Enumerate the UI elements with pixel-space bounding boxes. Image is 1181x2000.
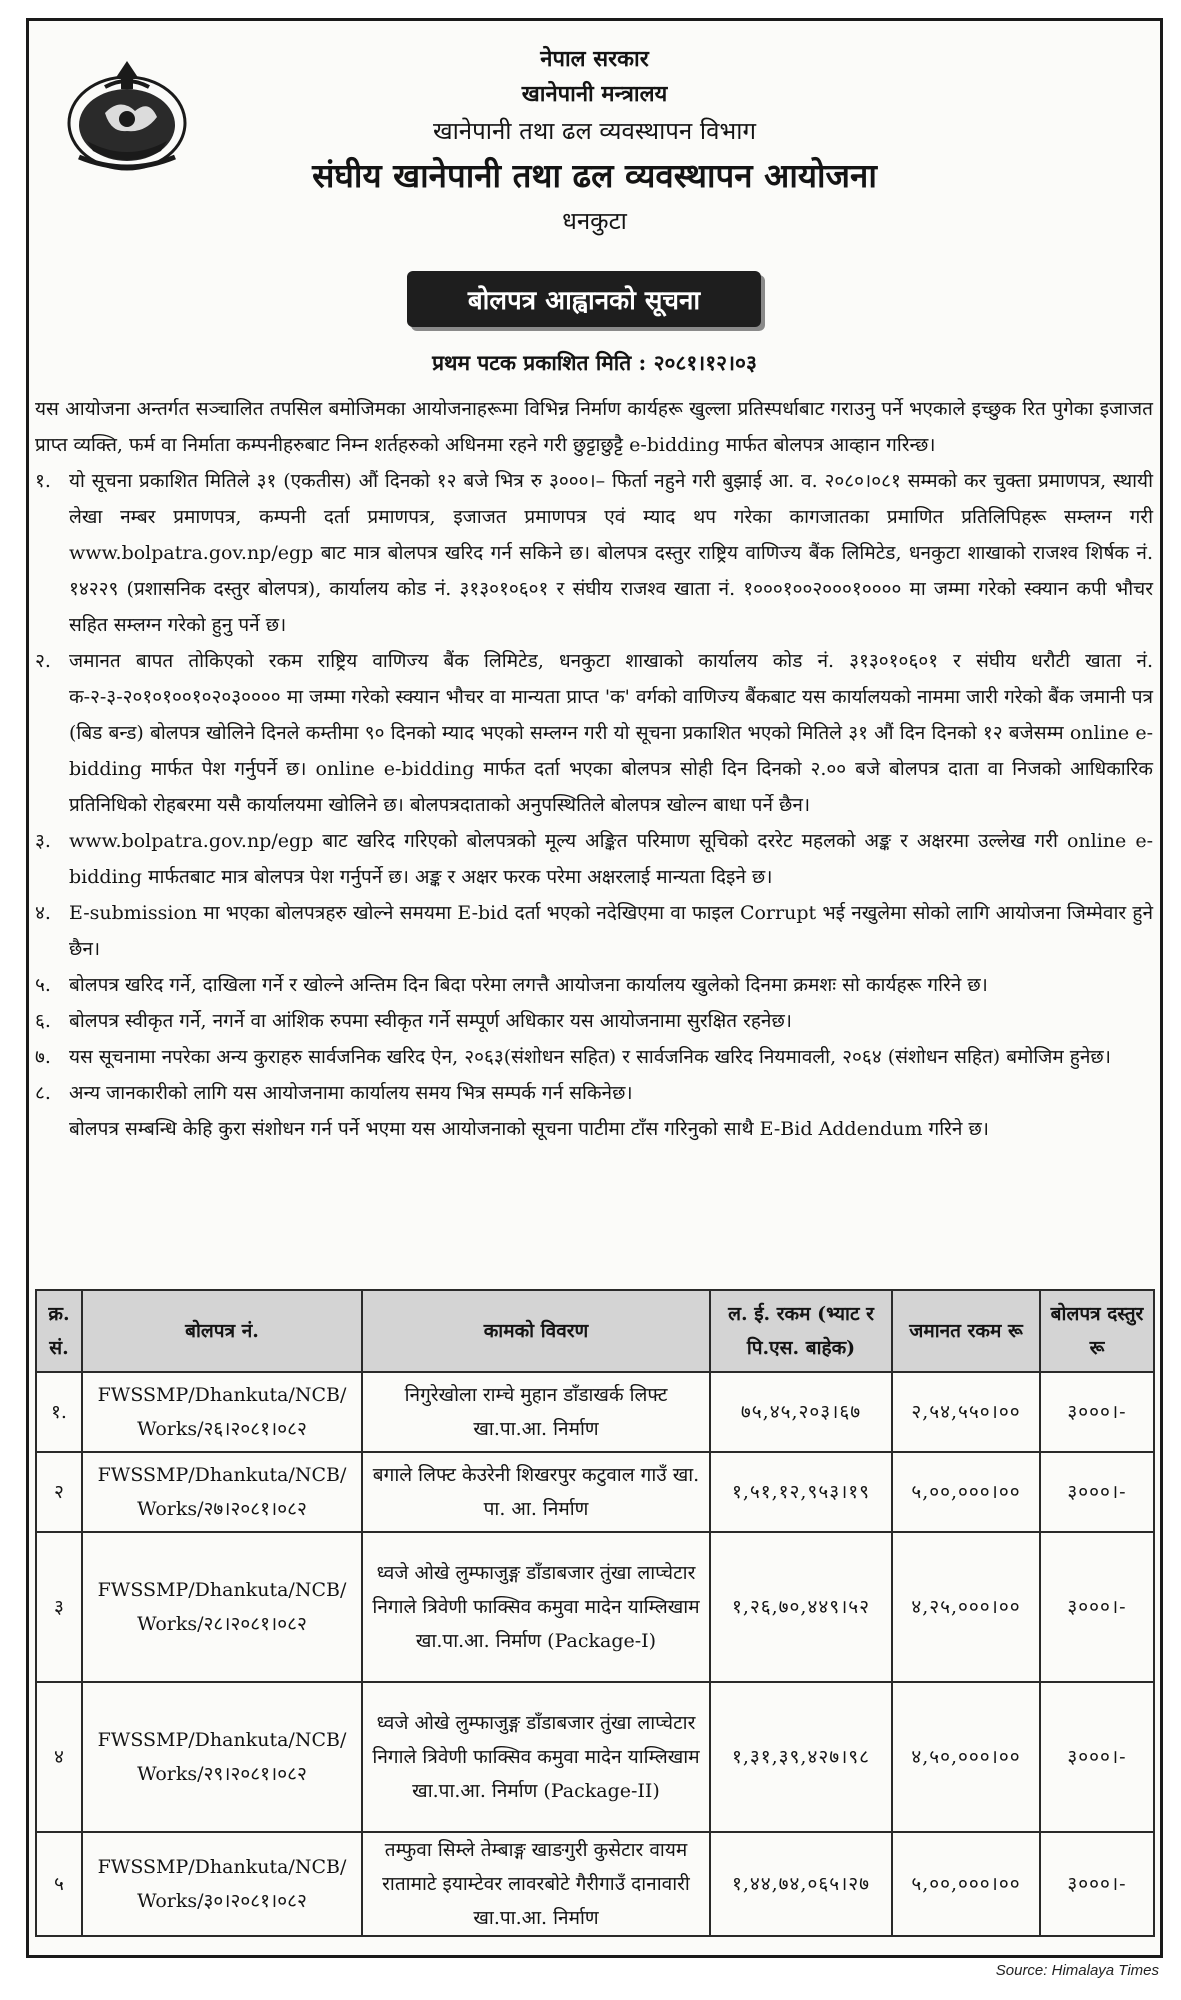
cell-estimate: ७५,४५,२०३।६७	[710, 1372, 892, 1452]
cell-estimate: १,५१,१२,९५३।१९	[710, 1452, 892, 1532]
header-serial: क्र. सं.	[36, 1290, 82, 1372]
cell-estimate: १,४४,७४,०६५।२७	[710, 1832, 892, 1936]
cell-fee: ३०००।-	[1040, 1372, 1154, 1452]
cell-security: ५,००,०००।००	[892, 1832, 1040, 1936]
header-ministry: खानेपानी मन्त्रालय	[521, 81, 668, 107]
cell-fee: ३०००।-	[1040, 1832, 1154, 1936]
list-item	[35, 895, 1153, 967]
header-government: नेपाल सरकार	[540, 46, 649, 72]
table-row	[36, 1832, 1154, 1936]
item-number: ८.	[35, 1082, 51, 1104]
cell-serial: ५	[36, 1832, 82, 1936]
notice-body	[35, 391, 1153, 1147]
tender-notice	[26, 18, 1163, 1958]
table-row	[36, 1532, 1154, 1682]
table-row	[36, 1452, 1154, 1532]
list-item	[35, 967, 1153, 1003]
header-fee: बोलपत्र दस्तुर रू	[1040, 1290, 1154, 1372]
header-estimate: ल. ई. रकम (भ्याट र पि.एस. बाहेक)	[710, 1290, 892, 1372]
item-number: ४.	[35, 902, 51, 924]
cell-description: बगाले लिफ्ट केउरेनी शिखरपुर कटुवाल गाउँ खा. पा. आ. निर्माण	[362, 1452, 710, 1532]
cell-serial: १.	[36, 1372, 82, 1452]
list-item	[35, 1039, 1153, 1075]
cell-description: ध्वजे ओखे लुम्फाजुङ्ग डाँडाबजार तुंखा लाप्चेटार निगाले त्रिवेणी फाक्सिव कमुवा मादेन याम्लिखाम खा.पा.आ. निर्माण (Package-I)	[362, 1532, 710, 1682]
item-text: यस सूचनामा नपरेका अन्य कुराहरु सार्वजनिक खरिद ऐन, २०६३(संशोधन सहित) र सार्वजनिक खरिद नियमावली, २०६४ (संशोधन सहित) बमोजिम हुनेछ।	[69, 1046, 1111, 1068]
item-number: ३.	[35, 830, 51, 852]
cell-description: तम्फुवा सिम्ले तेम्बाङ्ग खाङगुरी कुसेटार वायम रातामाटे इयाम्टेवर लावरबोटे गैरीगाउँ दानावारी खा.पा.आ. निर्माण	[362, 1832, 710, 1936]
cell-security: ५,००,०००।००	[892, 1452, 1040, 1532]
item-text: बोलपत्र स्वीकृत गर्ने, नगर्ने वा आंशिक रुपमा स्वीकृत गर्ने सम्पूर्ण अधिकार यस आयोजनामा सुरक्षित रहनेछ।	[69, 1010, 792, 1032]
header-project: संघीय खानेपानी तथा ढल व्यवस्थापन आयोजना	[312, 156, 877, 195]
cell-fee: ३०००।-	[1040, 1532, 1154, 1682]
table-row	[36, 1682, 1154, 1832]
item-number: ७.	[35, 1046, 51, 1068]
header	[29, 41, 1160, 241]
cell-serial: ३	[36, 1532, 82, 1682]
table-header-row	[36, 1290, 1154, 1372]
item-text: जमानत बापत तोकिएको रकम राष्ट्रिय वाणिज्य बैंक लिमिटेड, धनकुटा शाखाको कार्यालय कोड नं. ३१३०१०६०१ र संघीय धरौटी खाता नं. क-२-३-२०१०१००१०२०३०००० मा जम्मा गरेको स्क्यान भौचर वा मान्यता प्राप्त 'क' वर्गको वाणिज्य बैंकबाट यस कार्यालयको नाममा जारी गरेको बैंक जमानी पत्र (बिड बन्ड) बोलपत्र खोलिने दिनले कम्तीमा ९० दिनको म्याद भएको सम्लग्न गरी यो सूचना प्रकाशित भएको मितिले ३१ औं दिन दिनको १२ बजेसम्म online e-bidding मार्फत पेश गर्नुपर्ने छ। online e-bidding मार्फत दर्ता भएका बोलपत्र सोही दिन दिनको २.०० बजे बोलपत्र दाता वा निजको आधिकारिक प्रतिनिधिको रोहबरमा यसै कार्यालयमा खोलिने छ। बोलपत्रदाताको अनुपस्थितिले बोलपत्र खोल्न बाधा पर्ने छैन।	[69, 650, 1153, 816]
item-text: www.bolpatra.gov.np/egp बाट खरिद गरिएको बोलपत्रको मूल्य अङ्कित परिमाण सूचिको दररेट महलको अङ्क र अक्षरमा उल्लेख गरी online e-bidding मार्फतबाट मात्र बोलपत्र पेश गर्नुपर्ने छ। अङ्क र अक्षर फरक परेमा अक्षरलाई मान्यता दिइने छ।	[69, 830, 1153, 888]
addendum-note: बोलपत्र सम्बन्धि केहि कुरा संशोधन गर्न पर्ने भएमा यस आयोजनाको सूचना पाटीमा टाँस गरिनुको साथै E-Bid Addendum गरिने छ।	[69, 1118, 990, 1140]
item-text: अन्य जानकारीको लागि यस आयोजनामा कार्यालय समय भित्र सम्पर्क गर्न सकिनेछ।	[69, 1082, 633, 1104]
item-text: बोलपत्र खरिद गर्ने, दाखिला गर्ने र खोल्ने अन्तिम दिन बिदा परेमा लगत्तै आयोजना कार्यालय खुलेको दिनमा क्रमशः सो कार्यहरू गरिने छ।	[69, 974, 988, 996]
item-number: २.	[35, 650, 51, 672]
cell-estimate: १,३१,३९,४२७।९८	[710, 1682, 892, 1832]
item-text: यो सूचना प्रकाशित मितिले ३१ (एकतीस) औं दिनको १२ बजे भित्र रु ३०००।– फिर्ता नहुने गरी बुझाई आ. व. २०८०।०८१ सम्मको कर चुक्ता प्रमाणपत्र, स्थायी लेखा नम्बर प्रमाणपत्र, कम्पनी दर्ता प्रमाणपत्र, इजाजत प्रमाणपत्र एवं म्याद थप गरेका कागजातका प्रमाणित प्रतिलिपिहरू सम्लग्न गरी www.bolpatra.gov.np/egp बाट मात्र बोलपत्र खरिद गर्न सकिने छ। बोलपत्र दस्तुर राष्ट्रिय वाणिज्य बैंक लिमिटेड, धनकुटा शाखाको राजश्व शिर्षक नं. १४२२९ (प्रशासनिक दस्तुर बोलपत्र), कार्यालय कोड नं. ३१३०१०६०१ र संघीय राजश्व खाता नं. १०००१००२०००१०००० मा जम्मा गरेको स्क्यान कपी भौचर सहित सम्लग्न गरेको हुनु पर्ने छ।	[69, 470, 1153, 636]
cell-estimate: १,२६,७०,४४९।५२	[710, 1532, 892, 1682]
header-bid-number: बोलपत्र नं.	[82, 1290, 362, 1372]
header-department: खानेपानी तथा ढल व्यवस्थापन विभाग	[432, 117, 757, 145]
cell-bid-number: FWSSMP/Dhankuta/NCB/ Works/२६।२०८१।०८२	[82, 1372, 362, 1452]
table-row	[36, 1372, 1154, 1452]
intro-paragraph: यस आयोजना अन्तर्गत सञ्चालित तपसिल बमोजिमका आयोजनाहरूमा विभिन्न निर्माण कार्यहरू खुल्ला प्रतिस्पर्धाबाट गराउनु पर्ने भएकाले इच्छुक रित पुगेका इजाजत प्राप्त व्यक्ति, फर्म वा निर्माता कम्पनीहरुबाट निम्न शर्तहरुको अधिनमा रहने गरी छुट्टाछुट्टै e-bidding मार्फत बोलपत्र आव्हान गरिन्छ।	[35, 398, 1153, 456]
cell-serial: ४	[36, 1682, 82, 1832]
source-credit: Source: Himalaya Times	[995, 1962, 1159, 1979]
notice-title: बोलपत्र आह्वानको सूचना	[407, 271, 761, 327]
cell-bid-number: FWSSMP/Dhankuta/NCB/ Works/२७।२०८१।०८२	[82, 1452, 362, 1532]
cell-serial: २	[36, 1452, 82, 1532]
item-number: १.	[35, 470, 51, 492]
cell-description: निगुरेखोला राम्चे मुहान डाँडाखर्क लिफ्ट खा.पा.आ. निर्माण	[362, 1372, 710, 1452]
cell-description: ध्वजे ओखे लुम्फाजुङ्ग डाँडाबजार तुंखा लाप्चेटार निगाले त्रिवेणी फाक्सिव कमुवा मादेन याम्लिखाम खा.पा.आ. निर्माण (Package-II)	[362, 1682, 710, 1832]
list-item	[35, 463, 1153, 643]
cell-bid-number: FWSSMP/Dhankuta/NCB/ Works/३०।२०८१।०८२	[82, 1832, 362, 1936]
item-number: ५.	[35, 974, 51, 996]
cell-fee: ३०००।-	[1040, 1452, 1154, 1532]
list-item	[35, 643, 1153, 823]
header-location: धनकुटा	[562, 207, 627, 235]
publication-date: प्रथम पटक प्रकाशित मिति : २०८१।१२।०३	[432, 350, 757, 375]
item-number: ६.	[35, 1010, 51, 1032]
cell-bid-number: FWSSMP/Dhankuta/NCB/ Works/२९।२०८१।०८२	[82, 1682, 362, 1832]
cell-bid-number: FWSSMP/Dhankuta/NCB/ Works/२८।२०८१।०८२	[82, 1532, 362, 1682]
cell-security: ४,२५,०००।००	[892, 1532, 1040, 1682]
header-security: जमानत रकम रू	[892, 1290, 1040, 1372]
bid-table	[35, 1289, 1155, 1937]
item-text: E-submission मा भएका बोलपत्रहरु खोल्ने समयमा E-bid दर्ता भएको नदेखिएमा वा फाइल Corrupt भई नखुलेमा सोको लागि आयोजना जिम्मेवार हुने छैन।	[69, 902, 1153, 960]
cell-fee: ३०००।-	[1040, 1682, 1154, 1832]
list-item	[35, 823, 1153, 895]
cell-security: २,५४,५५०।००	[892, 1372, 1040, 1452]
list-item	[35, 1003, 1153, 1039]
cell-security: ४,५०,०००।००	[892, 1682, 1040, 1832]
header-description: कामको विवरण	[362, 1290, 710, 1372]
list-item	[35, 1075, 1153, 1111]
